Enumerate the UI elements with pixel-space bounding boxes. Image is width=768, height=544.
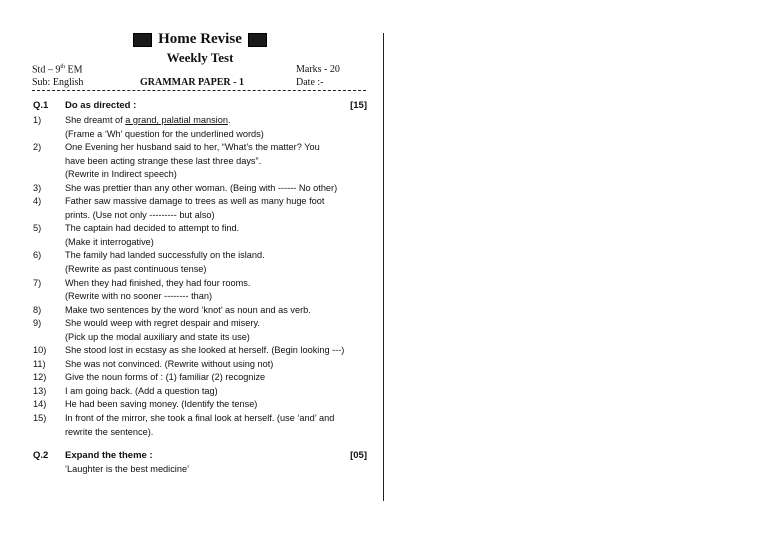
item-number: 3) (33, 182, 42, 193)
item-line (65, 141, 369, 155)
subject-label: Sub: English (32, 77, 84, 88)
line-text: (Frame a ‘Wh’ question for the underlined words) (65, 128, 264, 139)
item-line (65, 209, 369, 223)
item-number: 10) (33, 345, 47, 356)
item-line (65, 290, 369, 304)
item-line (65, 182, 369, 196)
question-item (33, 398, 369, 412)
item-line (65, 277, 369, 291)
line-text: (Rewrite with no sooner -------- than) (65, 291, 213, 302)
question-title: Do as directed : (65, 100, 137, 111)
question-item (33, 412, 369, 439)
line-text: She would weep with regret despair and misery. (65, 318, 260, 329)
item-number: 11) (33, 358, 46, 369)
underlined-phrase: a grand, palatial mansion (125, 115, 228, 125)
item-line (65, 398, 369, 412)
item-number: 5) (33, 223, 42, 234)
question-number: Q.2 (33, 450, 49, 461)
line-text: (Rewrite as past continuous tense) (65, 264, 207, 275)
line-text: She was not convinced. (Rewrite without using not) (65, 358, 274, 369)
line-text: (Pick up the modal auxiliary and state its use) (65, 331, 250, 342)
paper-name: GRAMMAR PAPER - 1 (140, 77, 244, 88)
line-text: In front of the mirror, she took a final look at herself. (use ‘and’ and (65, 413, 335, 424)
item-line (65, 263, 369, 277)
item-number: 9) (33, 318, 42, 329)
item-line (65, 317, 369, 331)
item-line (65, 222, 369, 236)
header-divider (32, 90, 366, 91)
site-title: Home Revise (158, 31, 242, 47)
item-line (65, 412, 369, 426)
question-item (33, 358, 369, 372)
test-subtitle: Weekly Test (166, 50, 234, 65)
line-text: (Rewrite in Indirect speech) (65, 169, 177, 180)
item-number: 1) (33, 115, 42, 125)
item-line (65, 155, 369, 169)
question-item (33, 222, 369, 249)
item-number: 13) (33, 385, 47, 396)
item-line (65, 168, 369, 182)
question-item (33, 195, 369, 222)
item-number: 2) (33, 142, 42, 153)
question-item (33, 304, 369, 318)
line-text: She dreamt of (65, 115, 126, 125)
line-text: She was prettier than any other woman. (Being with ------ No other) (65, 182, 338, 193)
line-text: When they had finished, they had four rooms. (65, 277, 251, 288)
question-1-items (33, 114, 369, 439)
date-label: Date :- (296, 77, 324, 88)
header-title (130, 31, 270, 48)
item-line (65, 304, 369, 318)
line-text: He had been saving money. (Identify the tense) (65, 399, 258, 410)
item-number: 12) (33, 372, 47, 383)
item-line (65, 385, 369, 399)
item-number: 6) (33, 250, 42, 261)
item-line (65, 114, 369, 128)
item-line (65, 371, 369, 385)
question-item (33, 141, 369, 182)
question-item (33, 114, 369, 141)
question-title: Expand the theme : (65, 450, 153, 461)
item-number: 7) (33, 277, 42, 288)
item-line (65, 426, 369, 440)
item-number: 15) (33, 413, 47, 424)
question-item (33, 317, 369, 344)
marks-label: Marks - 20 (296, 64, 340, 75)
line-text: The family had landed successfully on the island. (65, 250, 265, 261)
item-line (65, 128, 369, 142)
question-marks: [05] (350, 450, 367, 461)
item-line (65, 344, 369, 358)
question-item (33, 249, 369, 276)
home-revise-logo-icon (248, 33, 267, 47)
line-text: have been acting strange these last three days”. (65, 155, 262, 166)
question-number: Q.1 (33, 100, 49, 111)
item-line (65, 249, 369, 263)
home-revise-logo-icon (133, 33, 152, 47)
line-text: Make two sentences by the word ‘knot’ as noun and as verb. (65, 304, 311, 315)
line-text: The captain had decided to attempt to find. (65, 223, 240, 234)
question-item (33, 371, 369, 385)
theme-text: ‘Laughter is the best medicine’ (65, 464, 190, 474)
line-text: rewrite the sentence). (65, 426, 154, 437)
item-number: 4) (33, 196, 42, 207)
item-line (65, 195, 369, 209)
question-item (33, 385, 369, 399)
page-border-line (383, 33, 384, 501)
line-text: (Make it interrogative) (65, 236, 154, 247)
question-item (33, 182, 369, 196)
line-text: I am going back. (Add a question tag) (65, 385, 218, 396)
line-text: Father saw massive damage to trees as well as many huge foot (65, 196, 325, 207)
standard-label: Std – 9th EM (32, 64, 83, 76)
line-text: One Evening her husband said to her, “What’s the matter? You (65, 142, 320, 153)
question-item (33, 344, 369, 358)
item-line (65, 358, 369, 372)
line-text: Give the noun forms of : (1) familiar (2) recognize (65, 372, 266, 383)
item-line (65, 236, 369, 250)
item-line (65, 331, 369, 345)
item-number: 14) (33, 399, 47, 410)
line-text: prints. (Use not only --------- but also) (65, 209, 215, 220)
line-text: She stood lost in ecstasy as she looked at herself. (Begin looking ---) (65, 345, 345, 356)
line-text: . (227, 115, 231, 125)
question-item (33, 277, 369, 304)
item-number: 8) (33, 304, 42, 315)
question-marks: [15] (350, 100, 367, 111)
